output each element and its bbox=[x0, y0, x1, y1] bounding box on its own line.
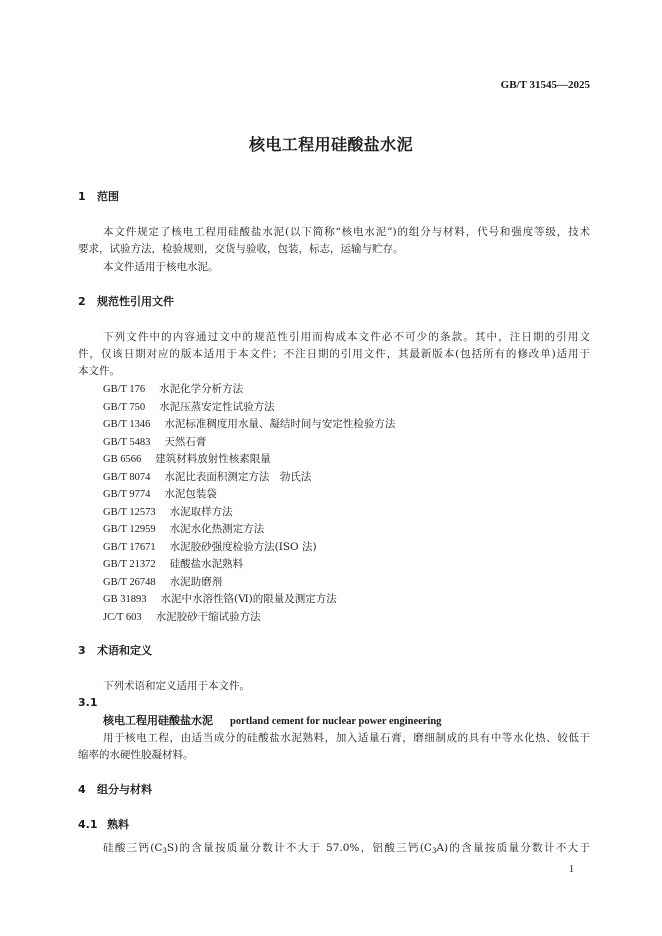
reference-item bbox=[103, 521, 395, 539]
reference-item bbox=[103, 486, 395, 504]
text-segment: A)的含量按质量分数计不大于 bbox=[436, 842, 590, 854]
terms-intro: 下列术语和定义适用于本文件。 bbox=[103, 680, 250, 692]
section-title: 规范性引用文件 bbox=[97, 295, 174, 308]
reference-title: 水泥水化热测定方法 bbox=[169, 523, 265, 535]
reference-title: 水泥胶砂强度检验方法(ISO 法) bbox=[169, 540, 317, 553]
section-number: 4 bbox=[78, 783, 86, 796]
references-intro-line: 下列文件中的内容通过文中的规范性引用而构成本文件必不可少的条款。其中，注日期的引用文 bbox=[103, 331, 590, 343]
section-number: 2 bbox=[78, 295, 86, 308]
reference-code: GB/T 12573 bbox=[103, 506, 156, 518]
reference-item bbox=[103, 609, 395, 627]
reference-title: 水泥包装袋 bbox=[164, 488, 217, 500]
subsection-title: 熟料 bbox=[107, 818, 129, 831]
clinker-requirement-line bbox=[103, 840, 590, 856]
reference-code: GB/T 750 bbox=[103, 401, 146, 413]
reference-code: GB 31893 bbox=[103, 594, 147, 605]
term-number: 3.1 bbox=[78, 696, 98, 709]
reference-item bbox=[103, 469, 395, 487]
reference-title: 水泥比表面积测定方法 勃氏法 bbox=[164, 470, 312, 483]
scope-applicability: 本文件适用于核电水泥。 bbox=[103, 261, 219, 273]
reference-item bbox=[103, 539, 395, 557]
section-number: 1 bbox=[78, 190, 86, 203]
section-number: 3 bbox=[78, 644, 86, 657]
reference-item bbox=[103, 434, 395, 452]
reference-title: 水泥化学分析方法 bbox=[159, 383, 244, 395]
reference-code: GB/T 12959 bbox=[103, 524, 156, 535]
section-4-heading bbox=[78, 782, 152, 798]
subscript: 3 bbox=[162, 847, 167, 855]
section-title: 组分与材料 bbox=[97, 783, 152, 796]
section-1-heading bbox=[78, 189, 119, 205]
reference-code: JC/T 603 bbox=[103, 611, 142, 623]
reference-code: GB/T 26748 bbox=[103, 576, 156, 588]
reference-code: GB/T 176 bbox=[103, 384, 146, 395]
reference-title: 水泥中水溶性铬(Ⅵ)的限量及测定方法 bbox=[160, 593, 337, 605]
reference-list bbox=[103, 381, 395, 626]
reference-code: GB/T 8074 bbox=[103, 471, 151, 483]
subscript: 3 bbox=[431, 847, 437, 855]
text-segment: S)的含量按质量分数计不大于 57.0%，铝酸三钙(C bbox=[166, 842, 432, 854]
references-intro-line: 本文件。 bbox=[78, 365, 120, 377]
reference-title: 水泥助磨剂 bbox=[169, 575, 223, 588]
reference-title: 水泥标准稠度用水量、凝结时间与安定性检验方法 bbox=[164, 418, 396, 430]
text-segment: 硅酸三钙(C bbox=[103, 842, 163, 854]
term-definition-line: 缩率的水硬性胶凝材料。 bbox=[78, 749, 194, 761]
reference-code: GB/T 21372 bbox=[103, 559, 156, 570]
reference-title: 硅酸盐水泥熟料 bbox=[169, 558, 244, 570]
reference-title: 水泥胶砂干缩试验方法 bbox=[155, 610, 261, 623]
document-title: 核电工程用硅酸盐水泥 bbox=[248, 135, 413, 154]
reference-code: GB/T 17671 bbox=[103, 541, 156, 553]
standard-number: GB/T 31545—2025 bbox=[500, 79, 590, 91]
section-title: 范围 bbox=[97, 190, 119, 203]
reference-item bbox=[103, 574, 395, 592]
reference-title: 水泥取样方法 bbox=[169, 505, 233, 518]
subsection-4-1-heading bbox=[78, 817, 129, 833]
section-title: 术语和定义 bbox=[97, 644, 152, 657]
reference-code: GB 6566 bbox=[103, 454, 142, 465]
term-entry bbox=[103, 712, 441, 728]
scope-paragraph-line: 本文件规定了核电工程用硅酸盐水泥(以下简称“核电水泥”)的组分与材料，代号和强度等级，技术 bbox=[103, 226, 590, 238]
term-definition-line: 用于核电工程，由适当成分的硅酸盐水泥熟料，加入适量石膏，磨细制成的具有中等水化热、较低干 bbox=[103, 732, 590, 744]
reference-item bbox=[103, 416, 395, 434]
term-chinese: 核电工程用硅酸盐水泥 bbox=[103, 714, 213, 727]
scope-paragraph-line: 要求，试验方法，检验规则，交货与验收，包装，标志，运输与贮存。 bbox=[78, 243, 404, 255]
reference-title: 水泥压蒸安定性试验方法 bbox=[159, 400, 275, 413]
reference-item bbox=[103, 504, 395, 522]
reference-item bbox=[103, 591, 395, 609]
reference-code: GB/T 1346 bbox=[103, 419, 151, 430]
reference-item bbox=[103, 451, 395, 469]
reference-item bbox=[103, 381, 395, 399]
term-english: portland cement for nuclear power engineering bbox=[230, 716, 442, 727]
reference-code: GB/T 5483 bbox=[103, 436, 151, 448]
reference-code: GB/T 9774 bbox=[103, 489, 151, 500]
page-number: 1 bbox=[569, 864, 574, 875]
references-intro-line: 件，仅该日期对应的版本适用于本文件；不注日期的引用文件，其最新版本(包括所有的修改单)适用于 bbox=[78, 348, 590, 360]
reference-item bbox=[103, 399, 395, 417]
reference-title: 天然石膏 bbox=[164, 435, 207, 448]
reference-title: 建筑材料放射性核素限量 bbox=[155, 453, 271, 465]
section-2-heading bbox=[78, 294, 174, 310]
section-3-heading bbox=[78, 643, 152, 659]
reference-item bbox=[103, 556, 395, 574]
subsection-number: 4.1 bbox=[78, 818, 98, 831]
